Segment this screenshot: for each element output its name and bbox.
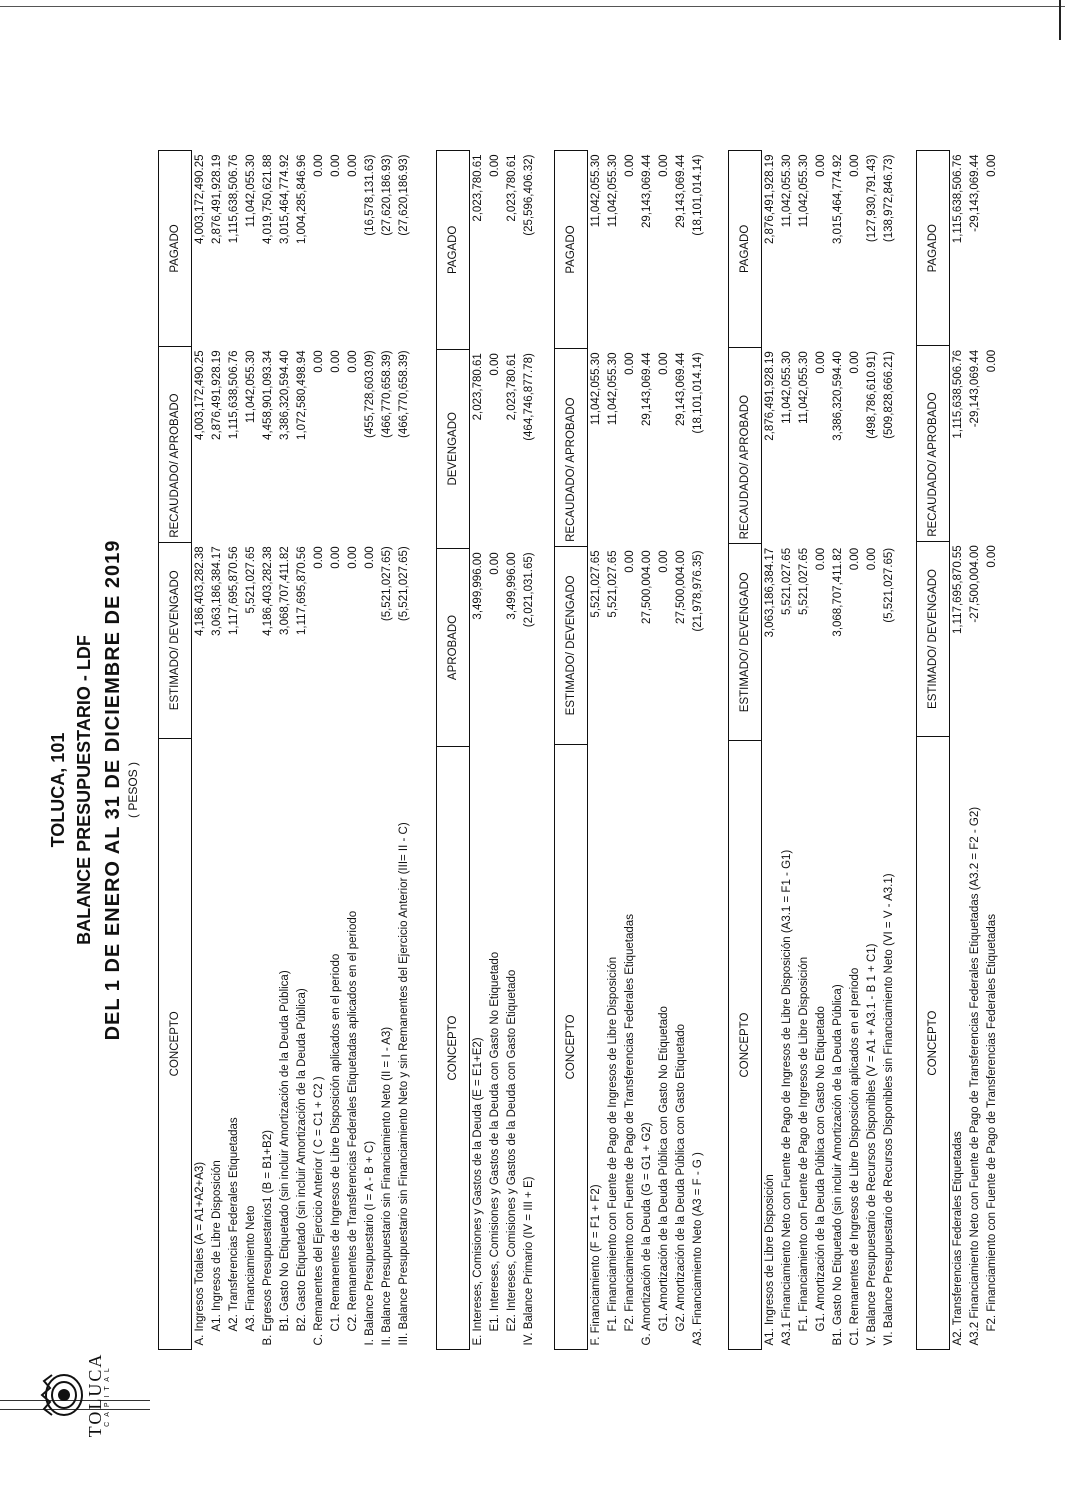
estimated-value-cell: 3,499,996.00 (472, 552, 484, 620)
column-header: RECAUDADO/ APROBADO (729, 347, 762, 544)
collected-value-cell: 11,042,055.30 (590, 352, 602, 426)
concept-cell: A1. Ingresos de Libre Disposición (211, 1160, 223, 1332)
header-row (437, 151, 470, 1350)
estimated-value-cell: 5,521,027.65 (781, 547, 793, 616)
estimated-value-cell: 1,117,695,870.56 (228, 546, 240, 635)
column-header: PAGADO (917, 151, 950, 346)
collected-value-cell: 11,042,055.30 (798, 351, 810, 424)
estimated-value-cell: (21,978,976.35) (692, 550, 704, 632)
section-etiquetadas-table (916, 150, 1001, 1350)
header-row (555, 151, 588, 1350)
column-header: RECAUDADO/ APROBADO (159, 346, 192, 542)
collected-value-cell: (464,746,877.78) (523, 353, 535, 441)
concept-cell: F2. Financiamiento con Fuente de Pago de Transferencias Federales Etiquetadas (986, 914, 998, 1332)
concept-cell: V. Balance Presupuestario de Recursos Disponibles (V = A1 + A3.1 - B 1 + C1) (866, 943, 878, 1346)
column-header: ESTIMADO/ DEVENGADO (729, 544, 762, 741)
concept-cell: A2. Transferencias Federales Etiquetadas (228, 1117, 240, 1332)
estimated-value-cell: 4,186,403,282.38 (194, 546, 206, 636)
paid-value-cell: 3,015,464,774.92 (832, 154, 844, 245)
column-header: DEVENGADO (437, 349, 470, 548)
estimated-value-cell: -27,500,004.00 (969, 545, 981, 623)
paid-value-cell: (138,972,846.73) (883, 154, 895, 243)
paid-value-cell: (25,596,406.32) (523, 154, 535, 236)
table-row (209, 151, 226, 1350)
concept-cell: E1. Intereses, Comisiones y Gastos de la Deuda con Gasto No Etiquetado (489, 951, 501, 1332)
estimated-value-cell: 3,068,707,411.82 (279, 546, 291, 635)
concept-cell: C1. Remanentes de Ingresos de Libre Disposición aplicados en el periodo (330, 953, 342, 1332)
paid-value-cell: 1,004,285,846.96 (296, 154, 308, 245)
estimated-value-cell: 3,063,186,384.17 (211, 546, 223, 636)
table-row (588, 151, 606, 1350)
collected-value-cell: 0.00 (986, 349, 998, 373)
concept-cell: A3. Financiamiento Neto (A3 = F - G ) (692, 1152, 704, 1346)
table-row (639, 151, 656, 1350)
estimated-value-cell: 3,068,707,411.82 (832, 547, 844, 637)
collected-value-cell: 0.00 (624, 352, 636, 375)
section-deuda-table (436, 150, 538, 1350)
table-row (864, 151, 881, 1350)
paid-value-cell: 0.00 (986, 154, 998, 177)
paid-value-cell: 0.00 (815, 154, 827, 177)
estimated-value-cell: (5,521,027.65) (883, 547, 895, 623)
estimated-value-cell: 0.00 (986, 545, 998, 568)
scan-edge-right (1059, 0, 1061, 40)
collected-value-cell: (455,728,603.09) (364, 350, 376, 439)
scan-edge-top (0, 0, 1065, 7)
estimated-value-cell: 27,500,004.00 (641, 550, 653, 624)
table-row (396, 151, 413, 1350)
estimated-value-cell: 5,521,027.65 (590, 550, 602, 618)
paid-value-cell: 0.00 (658, 154, 670, 177)
collected-value-cell: 29,143,069.44 (641, 352, 653, 427)
estimated-value-cell: 4,186,403,282.38 (262, 546, 274, 636)
column-header: PAGADO (437, 151, 470, 350)
collected-value-cell: (18,101,014.14) (692, 352, 704, 434)
concept-cell: F1. Financiamiento con Fuente de Pago de Ingresos de Libre Disposición (798, 956, 810, 1332)
concept-cell: C1. Remanentes de Ingresos de Libre Disposición aplicados en el periodo (849, 967, 861, 1346)
concept-cell: G1. Amortización de la Deuda Pública con Gasto No Etiquetado (658, 1006, 670, 1332)
concept-cell: A. Ingresos Totales (A = A1+A2+A3) (194, 1161, 206, 1346)
collected-value-cell: 11,042,055.30 (245, 350, 257, 424)
concept-cell: A3. Financiamiento Neto (245, 1205, 257, 1332)
column-header: CONCEPTO (555, 744, 588, 1349)
column-header: CONCEPTO (729, 741, 762, 1350)
collected-value-cell: 29,143,069.44 (675, 352, 687, 427)
table-row (260, 151, 277, 1350)
collected-value-cell: 0.00 (815, 351, 827, 374)
concept-cell: A1. Ingresos de Libre Disposición (764, 1174, 776, 1346)
concept-cell: F1. Financiamiento con Fuente de Pago de Ingresos de Libre Disposición (607, 956, 619, 1332)
paid-value-cell: 0.00 (489, 154, 501, 177)
table-row (779, 151, 796, 1350)
collected-value-cell: 1,115,638,506.76 (228, 350, 240, 440)
collected-value-cell: 2,876,491,928.19 (211, 350, 223, 440)
estimated-value-cell: (5,521,027.65) (381, 546, 393, 622)
paid-value-cell: 3,015,464,774.92 (279, 154, 291, 245)
paid-value-cell: (27,620,186.93) (381, 154, 393, 236)
collected-value-cell: 3,386,320,594.40 (832, 351, 844, 441)
collected-value-cell: 0.00 (347, 350, 359, 373)
table-row (521, 151, 538, 1350)
collected-value-cell: (498,786,610.91) (866, 351, 878, 439)
estimated-value-cell: 0.00 (815, 547, 827, 571)
concept-cell: A3.2 Financiamiento Neto con Fuente de Pago de Transferencias Federales Etiquetadas (A3.2 = F2 - G2) (969, 806, 981, 1346)
paid-value-cell: 2,023,780.61 (506, 154, 518, 222)
section-balance-table (158, 150, 413, 1350)
logo-sub: CAPITAL (104, 1363, 111, 1427)
estimated-value-cell: 3,499,996.00 (506, 552, 518, 620)
column-header: ESTIMADO/ DEVENGADO (159, 542, 192, 738)
section-libre-disposicion-table (728, 150, 898, 1350)
table-row (487, 151, 504, 1350)
report-title: BALANCE PRESUPUESTARIO - LDF (74, 635, 94, 945)
column-header: CONCEPTO (917, 737, 950, 1350)
concept-cell: G. Amortización de la Deuda (G = G1 + G2) (641, 1122, 653, 1346)
collected-value-cell: 0.00 (489, 353, 501, 376)
estimated-value-cell: 5,521,027.65 (798, 547, 810, 616)
column-header: CONCEPTO (437, 747, 470, 1350)
column-header: CONCEPTO (159, 738, 192, 1349)
collected-value-cell: 2,023,780.61 (472, 353, 484, 421)
concept-cell: G1. Amortización de la Deuda Pública con Gasto No Etiquetado (815, 1006, 827, 1332)
paid-value-cell: -29,143,069.44 (969, 154, 981, 232)
section-financiamiento-table (554, 150, 707, 1350)
collected-value-cell: 2,023,780.61 (506, 353, 518, 421)
paid-value-cell: 0.00 (849, 154, 861, 177)
estimated-value-cell: 0.00 (364, 546, 376, 569)
table-row (656, 151, 673, 1350)
report-period: DEL 1 DE ENERO AL 31 DE DICIEMBRE DE 2019 (102, 539, 124, 1041)
paid-value-cell: 11,042,055.30 (798, 154, 810, 228)
estimated-value-cell: 1,117,695,870.56 (296, 546, 308, 635)
column-header: ESTIMADO/ DEVENGADO (555, 546, 588, 744)
table-row (311, 151, 328, 1350)
concept-cell: E. Intereses, Comisiones y Gastos de la Deuda (E = E1+E2) (472, 1037, 484, 1346)
table-row (277, 151, 294, 1350)
collected-value-cell: 4,003,172,490.25 (194, 350, 206, 440)
concept-cell: A2. Transferencias Federales Etiquetadas (952, 1131, 964, 1346)
collected-value-cell: 2,876,491,928.19 (764, 351, 776, 441)
collected-value-cell: 11,042,055.30 (781, 351, 793, 424)
table-row (673, 151, 690, 1350)
column-header: RECAUDADO/ APROBADO (555, 348, 588, 546)
concept-cell: C. Remanentes del Ejercicio Anterior ( C = C1 + C2 ) (313, 1076, 325, 1346)
estimated-value-cell: 1,117,695,870.55 (952, 545, 964, 634)
entity-title: TOLUCA, 101 (48, 732, 68, 848)
paid-value-cell: 4,003,172,490.25 (194, 154, 206, 245)
table-row (967, 151, 984, 1350)
column-header: PAGADO (159, 151, 192, 347)
collected-value-cell: 0.00 (849, 351, 861, 374)
estimated-value-cell: 0.00 (849, 547, 861, 571)
table-row (605, 151, 622, 1350)
paid-value-cell: (27,620,186.93) (398, 154, 410, 236)
table-row (294, 151, 311, 1350)
table-row (243, 151, 260, 1350)
concept-cell: G2. Amortización de la Deuda Pública con Gasto Etiquetado (675, 1024, 687, 1332)
table-row (847, 151, 864, 1350)
table-row (345, 151, 362, 1350)
paid-value-cell: 4,019,750,621.88 (262, 154, 274, 245)
table-row (328, 151, 345, 1350)
header-row (729, 151, 762, 1350)
paid-value-cell: 2,876,491,928.19 (211, 154, 223, 245)
table-row (690, 151, 707, 1350)
paid-value-cell: 2,876,491,928.19 (764, 154, 776, 245)
paid-value-cell: 11,042,055.30 (245, 154, 257, 228)
table-row (470, 151, 488, 1350)
concept-cell: III. Balance Presupuestario sin Financiamiento Neto y sin Remanentes del Ejercicio Anterior (III= II - C) (398, 822, 410, 1346)
concept-cell: B1. Gasto No Etiquetado (sin incluir Amortización de la Deuda Pública) (832, 984, 844, 1346)
table-row (622, 151, 639, 1350)
collected-value-cell: 0.00 (313, 350, 325, 373)
table-row (984, 151, 1001, 1350)
column-header: RECAUDADO/ APROBADO (917, 346, 950, 541)
table-row (762, 151, 780, 1350)
collected-value-cell: 1,072,580,498.94 (296, 350, 308, 440)
column-header: APROBADO (437, 548, 470, 746)
table-row (379, 151, 396, 1350)
paid-value-cell: 2,023,780.61 (472, 154, 484, 222)
collected-value-cell: 4,458,901,093.34 (262, 350, 274, 440)
document-sheet (40, 120, 998, 1460)
collected-value-cell: (466,770,658.39) (381, 350, 393, 439)
table-row (950, 151, 968, 1350)
collected-value-cell: 11,042,055.30 (607, 352, 619, 426)
header-row (159, 151, 192, 1350)
paid-value-cell: 29,143,069.44 (641, 154, 653, 229)
paid-value-cell: 0.00 (347, 154, 359, 177)
estimated-value-cell: 0.00 (624, 550, 636, 573)
estimated-value-cell: (2,021,031.65) (523, 552, 535, 628)
table-row (362, 151, 379, 1350)
collected-value-cell: 0.00 (658, 352, 670, 375)
estimated-value-cell: 0.00 (313, 546, 325, 569)
concept-cell: F. Financiamiento (F = F1 + F2) (590, 1184, 602, 1346)
table-row (796, 151, 813, 1350)
estimated-value-cell: 0.00 (658, 550, 670, 573)
paid-value-cell: 11,042,055.30 (607, 154, 619, 228)
concept-cell: IV. Balance Primario (IV = III + E) (523, 1176, 535, 1346)
concept-cell: B. Egresos Presupuestarios1 (B = B1+B2) (262, 1130, 274, 1346)
paid-value-cell: 29,143,069.44 (675, 154, 687, 229)
paid-value-cell: (18,101,014.14) (692, 154, 704, 236)
paid-value-cell: 0.00 (624, 154, 636, 177)
concept-cell: B1. Gasto No Etiquetado (sin incluir Amortización de la Deuda Pública) (279, 970, 291, 1332)
collected-value-cell: 0.00 (330, 350, 342, 373)
paid-value-cell: 1,115,638,506.76 (952, 154, 964, 244)
concept-cell: A3.1 Financiamiento Neto con Fuente de Pago de Ingresos de Libre Disposición (A3.1 = F1 - G1) (781, 849, 793, 1346)
concept-cell: VI. Balance Presupuestario de Recursos Disponibles sin Financiamiento Neto (VI = V - A3.1) (883, 873, 895, 1346)
concept-cell: B2. Gasto Etiquetado (sin incluir Amortización de la Deuda Pública) (296, 988, 308, 1332)
collected-value-cell: 3,386,320,594.40 (279, 350, 291, 440)
collected-value-cell: 1,115,638,506.76 (952, 349, 964, 439)
concept-cell: E2. Intereses, Comisiones y Gastos de la Deuda con Gasto Etiquetado (506, 969, 518, 1332)
paid-value-cell: (16,578,131.63) (364, 154, 376, 236)
estimated-value-cell: 0.00 (866, 547, 878, 571)
estimated-value-cell: 3,063,186,384.17 (764, 547, 776, 638)
concept-cell: C2. Remanentes de Transferencias Federales Etiquetadas aplicados en el periodo (347, 910, 359, 1332)
table-row (881, 151, 898, 1350)
collected-value-cell: (509,828,666.21) (883, 351, 895, 439)
table-row (504, 151, 521, 1350)
estimated-value-cell: 5,521,027.65 (245, 546, 257, 614)
report-units: ( PESOS ) (126, 762, 140, 819)
estimated-value-cell: (5,521,027.65) (398, 546, 410, 622)
paid-value-cell: 0.00 (330, 154, 342, 177)
paid-value-cell: 11,042,055.30 (781, 154, 793, 228)
table-row (226, 151, 243, 1350)
concept-cell: II. Balance Presupuestario sin Financiamiento Neto (II = I - A3) (381, 1026, 393, 1346)
column-header: ESTIMADO/ DEVENGADO (917, 541, 950, 736)
header-row (917, 151, 950, 1350)
estimated-value-cell: 0.00 (330, 546, 342, 569)
paid-value-cell: 1,115,638,506.76 (228, 154, 240, 244)
column-header: PAGADO (555, 151, 588, 349)
column-header: PAGADO (729, 151, 762, 348)
estimated-value-cell: 27,500,004.00 (675, 550, 687, 624)
concept-cell: F2. Financiamiento con Fuente de Pago de Transferencias Federales Etiquetadas (624, 914, 636, 1332)
table-row (813, 151, 830, 1350)
paid-value-cell: 0.00 (313, 154, 325, 177)
table-row (192, 151, 210, 1350)
paid-value-cell: 11,042,055.30 (590, 154, 602, 228)
concept-cell: I. Balance Presupuestario (I = A - B + C) (364, 1140, 376, 1346)
estimated-value-cell: 0.00 (489, 552, 501, 575)
collected-value-cell: -29,143,069.44 (969, 349, 981, 428)
collected-value-cell: (466,770,658.39) (398, 350, 410, 439)
table-row (830, 151, 847, 1350)
estimated-value-cell: 5,521,027.65 (607, 550, 619, 618)
logo-word: TOLUCA (85, 1352, 105, 1438)
estimated-value-cell: 0.00 (347, 546, 359, 569)
paid-value-cell: (127,930,791.43) (866, 154, 878, 243)
